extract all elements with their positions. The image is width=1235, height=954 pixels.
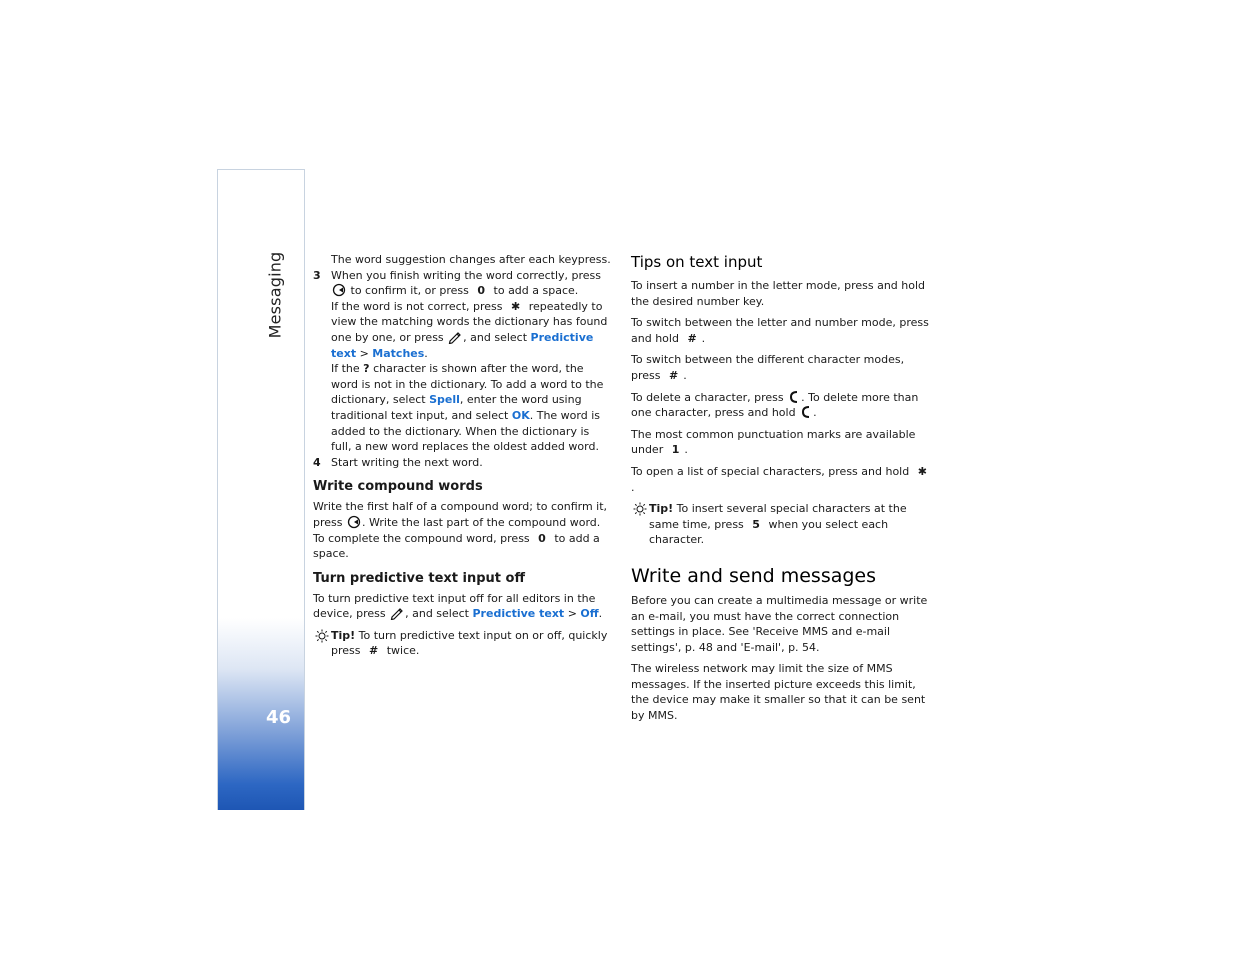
joystick-icon: [346, 515, 362, 529]
step-number: 4: [313, 455, 321, 469]
clear-key-icon: [787, 390, 801, 404]
step-3: 3 When you finish writing the word correctly, press to confirm it, or press 0 to add a space. If the word is not correct, press ✱ repeatedly to view the matching words the dictionary has found one by one, or press , and select Predictive text > Matches. If the ? character is shown after the word, the word is not in the dictionary. To add a word to the dictionary, select Spell, enter the word using traditional text input, and select OK. The word is added to the dictionary. When the dictionary is full, a new word replaces the oldest added word.: [313, 268, 608, 454]
star-key-icon: ✱: [917, 464, 927, 478]
edit-pencil-icon: [447, 330, 463, 344]
step-number: 3: [313, 268, 321, 282]
left-column: The word suggestion changes after each keypress. 3 When you finish writing the word correctly, press to confirm it, or press 0 to add a space. If the word is not correct, press ✱ repeatedly to view the matching words the dictionary has found one by one, or press , and select Predictive text > Matches. If the ? character is shown after the word, the word is not in the dictionary. To add a word to the dictionary, select Spell, enter the word using traditional text input, and select OK. The word is added to the dictionary. When the dictionary is full, a new word replaces the oldest added word. 4 Start writing the next word. Write compound words Write the first half of a compound word; to confirm it, press . Write the last part of the compound word. To complete the compound word, press 0 to add a space. Turn predictive text input off To turn predictive text input off for all editors in the device, press , and select Predictive text > Off. Tip! To turn predictive text input on or off, quickly press # twice.: [313, 252, 613, 659]
lightbulb-icon: [633, 502, 647, 516]
predictive-text-link: Predictive text: [472, 607, 565, 621]
off-link: Off: [580, 607, 599, 621]
hash-key-icon: #: [687, 331, 697, 345]
compound-heading: Write compound words: [313, 479, 483, 495]
star-key-icon: ✱: [511, 299, 521, 313]
write-send-heading: Write and send messages: [631, 564, 877, 587]
clear-key-icon: [799, 405, 813, 419]
right-column: Tips on text input To insert a number in the letter mode, press and hold the desired number key. To switch between the letter and number mode, press and hold # . To switch between the different character modes, press # . To delete a character, press . To delete more than one character, press and hold . The most common punctuation marks are available under 1 . To open a list of special characters, press and hold ✱. Tip! To insert several special characters at the same time, press 5 when you select each character. Write and send messages Before you can create a multimedia message or write an e-mail, you must have the correct connection settings in place. See 'Receive MMS and e-mail settings', p. 48 and 'E-mail', p. 54. The wireless network may limit the size of MMS messages. If the inserted picture exceeds this limit, the device may make it smaller so that it can be sent by MMS.: [631, 252, 933, 724]
spell-link: Spell: [429, 393, 460, 407]
sidebar-tab: [217, 169, 305, 810]
tip-1: Tip! To turn predictive text input on or off, quickly press # twice.: [313, 628, 613, 659]
zero-key-icon: 0: [477, 284, 486, 298]
edit-pencil-icon: [389, 606, 405, 620]
joystick-icon: [331, 283, 347, 297]
matches-link: Matches: [372, 346, 425, 360]
lightbulb-icon: [315, 629, 329, 643]
section-title: Messaging: [265, 251, 285, 339]
tips-heading: Tips on text input: [631, 253, 763, 271]
page-number: 46: [266, 707, 292, 728]
hash-key-icon: #: [369, 644, 379, 658]
five-key-icon: 5: [752, 517, 760, 531]
intro-text: The word suggestion changes after each keypress.: [331, 253, 611, 266]
predictive-text-link: Predictive text: [331, 330, 594, 360]
zero-key-icon: 0: [538, 531, 546, 545]
ok-link: OK: [511, 408, 530, 422]
hash-key-icon: #: [669, 368, 679, 382]
step-4: 4 Start writing the next word.: [313, 455, 483, 469]
tip-2: Tip! To insert several special characters at the same time, press 5 when you select each character.: [631, 501, 933, 548]
one-key-icon: 1: [671, 443, 680, 457]
predictive-off-heading: Turn predictive text input off: [313, 570, 526, 586]
